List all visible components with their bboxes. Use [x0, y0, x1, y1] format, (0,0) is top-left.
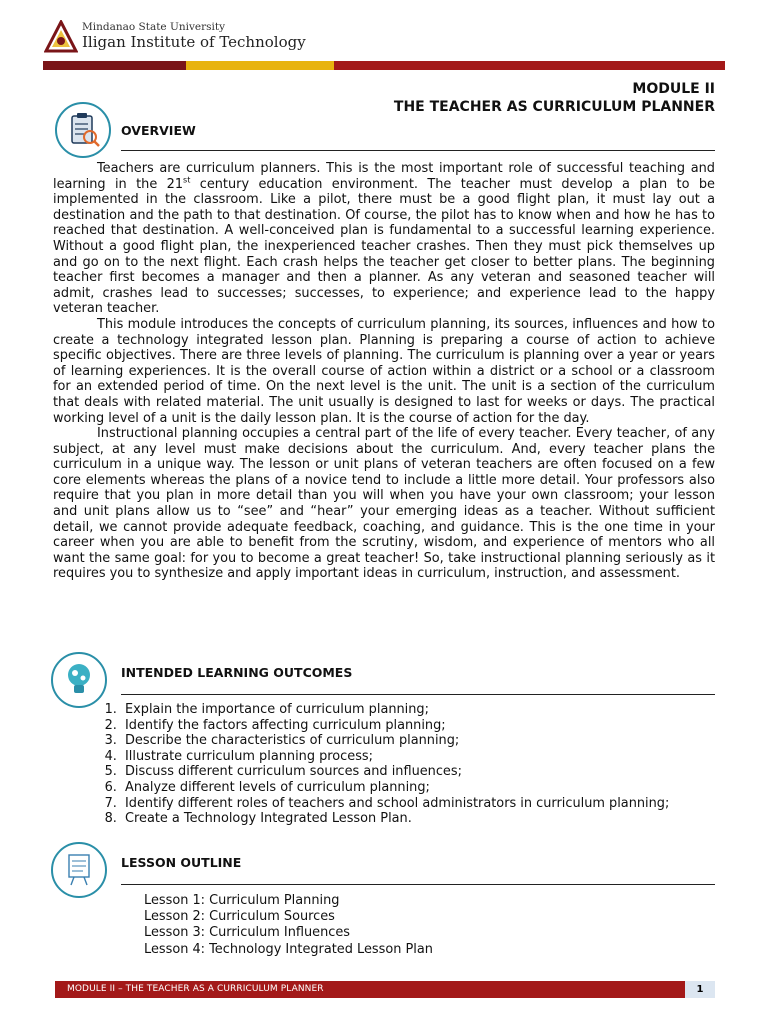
lesson-item: Lesson 1: Curriculum Planning: [144, 893, 340, 908]
overview-paragraph-3: Instructional planning occupies a central part of the life of every teacher. Every teacher, of any subject, at any level must make decisions about the curriculum. And, every teacher plans the curriculum in a unique way. The lesson or unit plans of veteran teachers are often focused on a few core elements whereas the plans of a novice tend to include a little more detail. Your professors also require that you plan in more detail than you will when you have your own classroom; your lesson and unit plans allow us to “see” and “hear” your emerging ideas as a teacher. Without sufficient detail, we cannot provide adequate feedback, coaching, and guidance. This is the one time in your career when you are able to benefit from the scrutiny, wisdom, and experience of mentors who all want the same goal: for you to become a great teacher! So, take instructional planning seriously as it requires you to synthesize and apply important ideas in curriculum, instruction, and assessment.: [53, 426, 715, 582]
university-name: Mindanao State University: [82, 21, 226, 33]
outcome-item: 4. Illustrate curriculum planning process;: [121, 749, 768, 765]
module-number: MODULE II: [632, 81, 715, 97]
lesson-item: Lesson 3: Curriculum Influences: [144, 925, 350, 941]
outline-divider: [121, 884, 715, 885]
university-logo-icon: [44, 20, 78, 54]
outcome-item: 6. Analyze different levels of curriculum planning;: [121, 780, 768, 796]
outcomes-divider: [121, 694, 715, 695]
lesson-outline-list: [144, 893, 433, 958]
outcome-item: 2. Identify the factors affecting curriculum planning;: [121, 718, 768, 734]
outcome-item: 1. Explain the importance of curriculum planning;: [121, 702, 768, 718]
institution-header: [82, 22, 306, 50]
header-stripe-red: [334, 61, 725, 70]
footer-text: MODULE II – THE TEACHER AS A CURRICULUM PLANNER: [67, 984, 324, 994]
footer-bar: [55, 981, 715, 998]
overview-divider: [121, 150, 715, 151]
outcome-item: 8. Create a Technology Integrated Lesson Plan.: [121, 811, 768, 827]
overview-paragraph-1: Teachers are curriculum planners. This is the most important role of successful teaching and learning in the 21st century education environment. The teacher must develop a plan to be implemented in the classroom. Like a pilot, there must be a good flight plan, it must lay out a destination and the path to that destination. Of course, the pilot has to know when and how he has to reached that destination. A well-conceived plan is fundamental to a successful learning experience. Without a good flight plan, the inexperienced teacher crashes. Then they must pick themselves up and go on to the next flight. Each crash helps the teacher get closer to better plans. The beginning teacher first becomes a manager and then a planner. As any veteran and seasoned teacher will admit, crashes lead to successes; successes, to experience; and experience lead to the happy veteran teacher.: [53, 161, 715, 317]
page-number: 1: [685, 981, 715, 998]
outcomes-list: [53, 702, 768, 827]
outcome-item: 3. Describe the characteristics of curriculum planning;: [121, 733, 768, 749]
module-title: THE TEACHER AS CURRICULUM PLANNER: [393, 99, 715, 115]
outcome-item: 7. Identify different roles of teachers and school administrators in curriculum planning;: [121, 796, 768, 812]
outline-heading: LESSON OUTLINE: [121, 855, 242, 870]
overview-body: [53, 161, 715, 582]
lesson-item: Lesson 2: Curriculum Sources: [144, 909, 335, 925]
header-stripe-maroon: [43, 61, 186, 70]
presentation-board-icon: [50, 841, 108, 899]
overview-heading: OVERVIEW: [121, 123, 196, 138]
module-heading: [394, 80, 715, 116]
clipboard-magnifier-icon: [54, 101, 112, 159]
lesson-item: Lesson 4: Technology Integrated Lesson Plan: [144, 941, 433, 957]
overview-paragraph-2: This module introduces the concepts of curriculum planning, its sources, influences and how to create a technology integrated lesson plan. Planning is preparing a course of action to achieve specific objectives. There are three levels of planning. The curriculum is planning over a year or years of learning experiences. It is the overall course of action within a district or a school or a classroom for an extended period of time. On the next level is the unit. The unit is a section of the curriculum that deals with related material. The unit usually is designed to last for weeks or days. The practical working level of a unit is the daily lesson plan. It is the course of action for the day.: [53, 316, 715, 426]
institute-name: Iligan Institute of Technology: [82, 32, 306, 51]
outcome-item: 5. Discuss different curriculum sources and influences;: [121, 764, 768, 780]
outcomes-heading: INTENDED LEARNING OUTCOMES: [121, 665, 353, 680]
lightbulb-gears-icon: [50, 651, 108, 709]
header-stripe-gold: [186, 61, 334, 70]
